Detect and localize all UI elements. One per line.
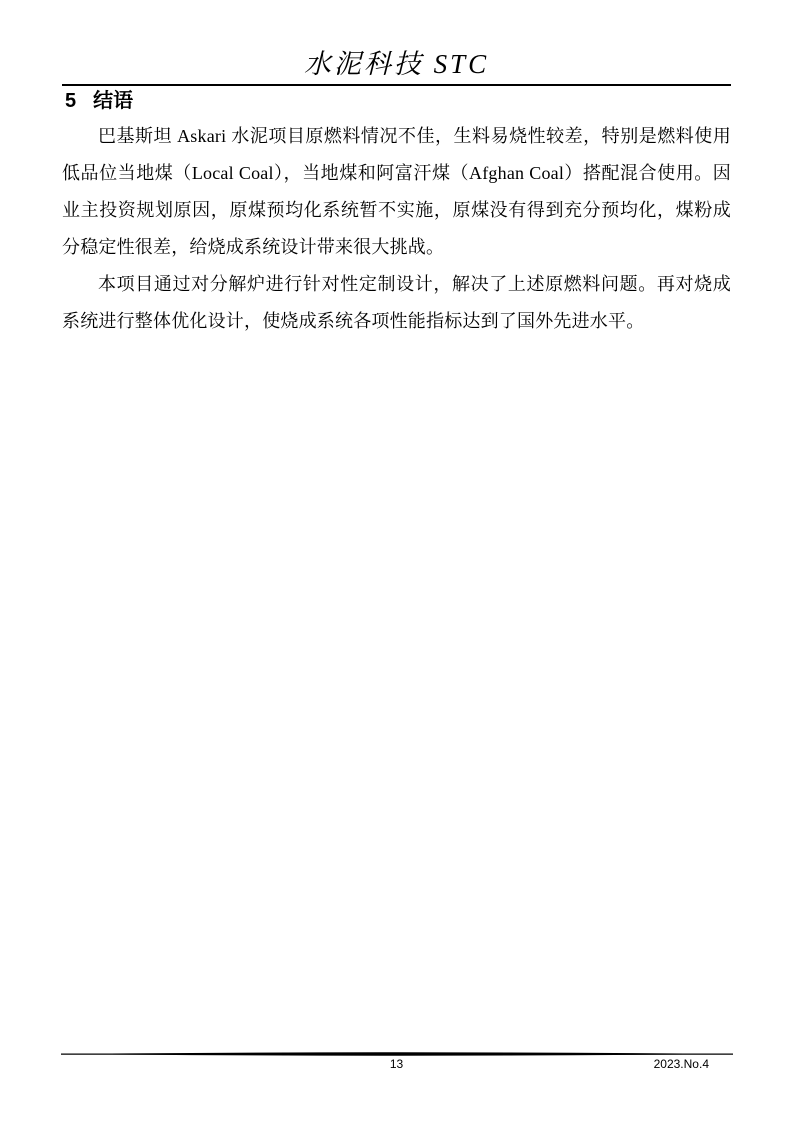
page-number: 13: [389, 1057, 404, 1071]
paragraph-1: 巴基斯坦 Askari 水泥项目原燃料情况不佳，生料易烧性较差，特别是燃料使用低品位当地煤（Local Coal），当地煤和阿富汗煤（Afghan Coal）搭配混合使用。因业主投资规划原因，原煤预均化系统暂不实施，原煤没有得到充分预均化，煤粉成分稳定性很差，给烧成系统设计带来很大挑战。: [62, 126, 731, 257]
section-number: 5: [65, 90, 77, 112]
section-heading: [65, 89, 133, 113]
article-body: [62, 118, 731, 340]
header-rule: [62, 84, 731, 86]
section-title: 结语: [93, 90, 134, 112]
issue-label: 2023.No.4: [653, 1057, 709, 1071]
paragraph-2: 本项目通过对分解炉进行针对性定制设计，解决了上述原燃料问题。再对烧成系统进行整体优化设计，使烧成系统各项性能指标达到了国外先进水平。: [62, 274, 731, 331]
journal-title: 水泥科技 STC: [303, 49, 490, 79]
